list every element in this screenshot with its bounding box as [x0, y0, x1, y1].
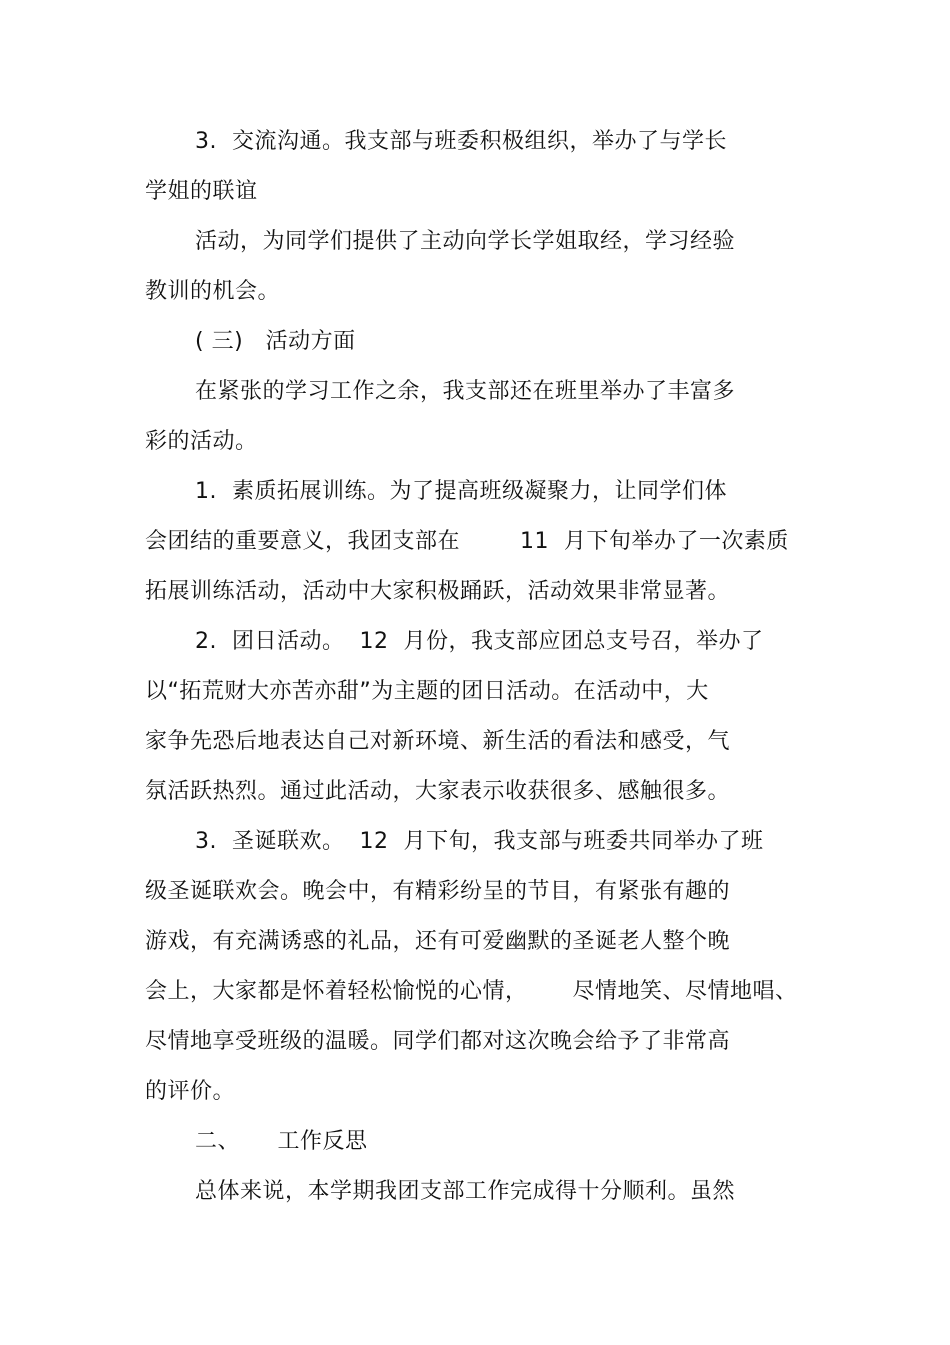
paragraph-line: 氛活跃热烈。通过此活动，大家表示收获很多、感触很多。	[145, 779, 731, 804]
section-heading: 二、 工作反思	[195, 1129, 368, 1154]
paragraph-line: 教训的机会。	[145, 279, 281, 304]
paragraph-line: 彩的活动。	[145, 429, 258, 454]
paragraph-line: 2. 团日活动。 12 月份，我支部应团总支号召，举办了	[195, 629, 764, 654]
paragraph-line: 3. 交流沟通。我支部与班委积极组织，举办了与学长	[195, 129, 727, 154]
paragraph-line: 家争先恐后地表达自己对新环境、新生活的看法和感受，气	[145, 729, 731, 754]
paragraph-line: 的评价。	[145, 1079, 236, 1104]
paragraph-line: 学姐的联谊	[145, 179, 258, 204]
section-heading: ( 三) 活动方面	[195, 329, 356, 354]
paragraph-line: 级圣诞联欢会。晚会中，有精彩纷呈的节目，有紧张有趣的	[145, 879, 731, 904]
paragraph-line: 会上，大家都是怀着轻松愉悦的心情， 尽情地笑、尽情地唱、	[145, 979, 798, 1004]
paragraph-line: 3. 圣诞联欢。 12 月下旬，我支部与班委共同举办了班	[195, 829, 764, 854]
paragraph-line: 1. 素质拓展训练。为了提高班级凝聚力，让同学们体	[195, 479, 727, 504]
paragraph-line: 在紧张的学习工作之余，我支部还在班里举办了丰富多	[195, 379, 736, 404]
paragraph-line: 活动，为同学们提供了主动向学长学姐取经，学习经验	[195, 229, 736, 254]
paragraph-line: 总体来说，本学期我团支部工作完成得十分顺利。虽然	[195, 1179, 736, 1204]
paragraph-line: 会团结的重要意义，我团支部在 11 月下旬举办了一次素质	[145, 529, 789, 554]
paragraph-line: 拓展训练活动，活动中大家积极踊跃，活动效果非常显著。	[145, 579, 731, 604]
paragraph-line: 游戏，有充满诱惑的礼品，还有可爱幽默的圣诞老人整个晚	[145, 929, 731, 954]
paragraph-line: 尽情地享受班级的温暖。同学们都对这次晚会给予了非常高	[145, 1029, 731, 1054]
paragraph-line: 以“拓荒财大亦苦亦甜”为主题的团日活动。在活动中，大	[145, 679, 709, 704]
